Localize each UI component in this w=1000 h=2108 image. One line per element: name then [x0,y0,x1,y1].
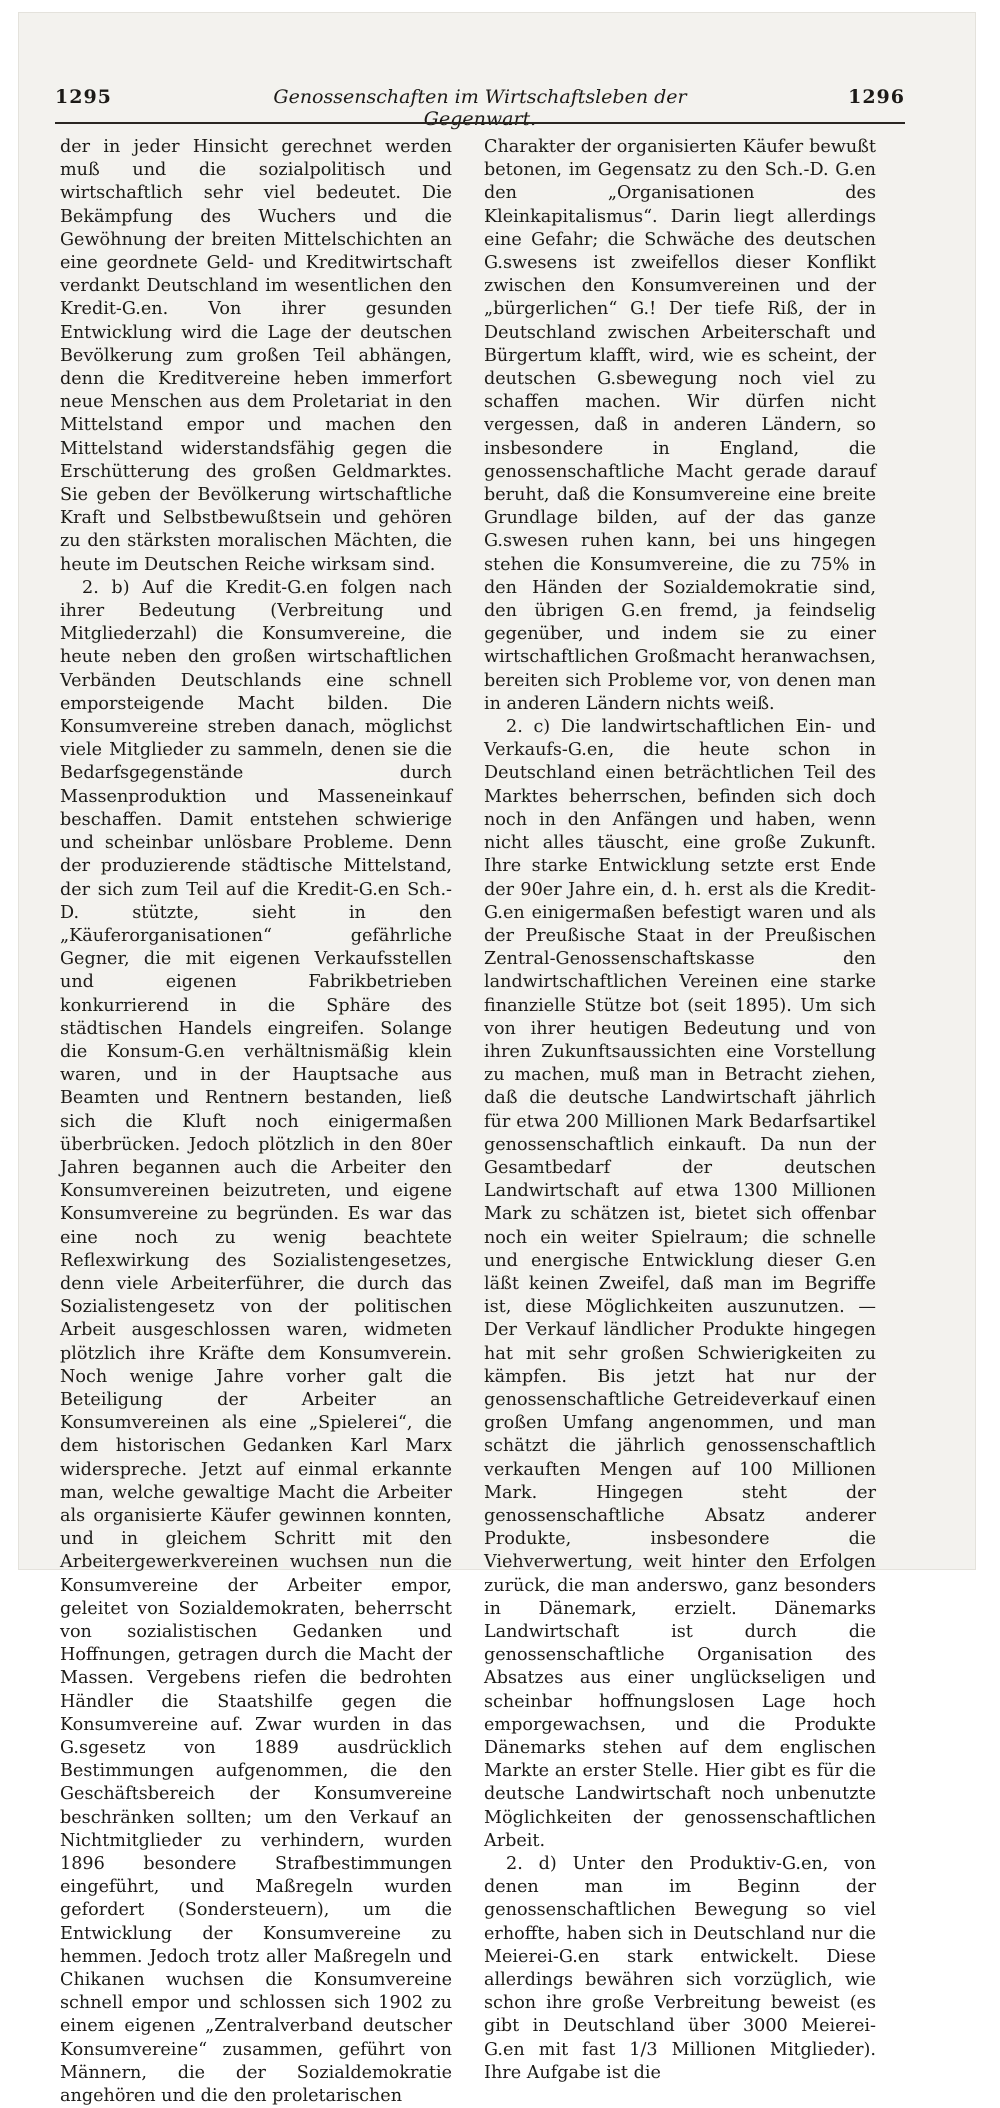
running-title: Genossenschaften im Wirtschaftsleben der Gegenwart. [273,86,687,130]
right-column [484,136,876,2083]
paragraph: 2. c) Die landwirtschaftlichen Ein- und Verkaufs-G.en, die heute schon in Deutschland einen beträchtlichen Teil des Marktes beherrschen, befinden sich doch noch in den Anfängen und haben, wenn nicht alles täuscht, eine große Zukunft. Ihre starke Entwicklung setzte erst Ende der 90er Jahre ein, d. h. erst als die Kredit-G.en einigermaßen befestigt waren und als der Preußische Staat in der Preußischen Zentral-Genossenschaftskasse den landwirtschaftlichen Vereinen eine starke finanzielle Stütze bot (seit 1895). Um sich von ihrer heutigen Bedeutung und von ihren Zukunftsaussichten eine Vorstellung zu machen, muß man in Betracht ziehen, daß die deutsche Landwirtschaft jährlich für etwa 200 Millionen Mark Bedarfsartikel genossenschaftlich einkauft. Da nun der Gesamtbedarf der deutschen Landwirtschaft auf etwa 1300 Millionen Mark zu schätzen ist, bietet sich offenbar noch ein weiter Spielraum; die schnelle und energische Entwicklung dieser G.en läßt keinen Zweifel, daß man im Begriffe ist, diese Möglichkeiten auszunutzen. — Der Verkauf ländlicher Produkte hingegen hat mit sehr großen Schwierigkeiten zu kämpfen. Bis jetzt hat nur der genossenschaftliche Getreideverkauf einen großen Umfang angenommen, und man schätzt die jährlich genossenschaftlich verkauften Mengen auf 100 Millionen Mark. Hingegen steht der genossenschaftliche Absatz anderer Produkte, insbesondere die Viehverwertung, weit hinter den Erfolgen zurück, die man anderswo, ganz besonders in Dänemark, erzielt. Dänemarks Landwirtschaft ist durch die genossenschaftliche Organisation des Absatzes aus einer unglückseligen und scheinbar hoffnungslosen Lage hoch emporgewachsen, und die Produkte Dänemarks stehen auf dem englischen Markte an erster Stelle. Hier gibt es für die deutsche Landwirtschaft noch unbenutzte Möglichkeiten der genossenschaftlichen Arbeit. [484,717,876,1851]
paragraph: 2. b) Auf die Kredit-G.en folgen nach ihrer Bedeutung (Verbreitung und Mitgliederzahl) die Konsumvereine, die heute neben den großen wirtschaftlichen Verbänden Deutschlands eine schnell emporsteigende Macht bilden. Die Konsumvereine streben danach, möglichst viele Mitglieder zu sammeln, denen sie die Bedarfsgegenstände durch Massenproduktion und Masseneinkauf beschaffen. Damit entstehen schwierige und scheinbar unlösbare Probleme. Denn der produzierende städtische Mittelstand, der sich zum Teil auf die Kredit-G.en Sch.-D. stützte, sieht in den „Käuferorganisationen“ gefährliche Gegner, die mit eigenen Verkaufsstellen und eigenen Fabrikbetrieben konkurrierend in die Sphäre des städtischen Handels eingreifen. Solange die Konsum-G.en verhältnismäßig klein waren, und in der Hauptsache aus Beamten und Rentnern bestanden, ließ sich die Kluft noch einigermaßen überbrücken. Jedoch plötzlich in den 80er Jahren begannen auch die Arbeiter den Konsumvereinen beizutreten, und eigene Konsumvereine zu begründen. Es war das eine noch zu wenig beachtete Reflexwirkung des Sozialistengesetzes, denn viele Arbeiterführer, die durch das Sozialistengesetz von der politischen Arbeit ausgeschlossen waren, widmeten plötzlich ihre Kräfte dem Konsumverein. Noch wenige Jahre vorher galt die Beteiligung der Arbeiter an Konsumvereinen als eine „Spielerei“, die dem historischen Gedanken Karl Marx widerspreche. Jetzt auf einmal erkannte man, welche gewaltige Macht die Arbeiter als organisierte Käufer gewinnen konnten, und in gleichem Schritt mit den Arbeitergewerkvereinen wuchsen nun die Konsumvereine der Arbeiter empor, geleitet von Sozialdemokraten, beherrscht von sozialistischen Gedanken und Hoffnungen, getragen durch die Macht der Massen. Vergebens riefen die bedrohten Händler die Staatshilfe gegen die Konsumvereine auf. Zwar wurden in das G.sgesetz von 1889 ausdrücklich Bestimmungen aufgenommen, die den Geschäftsbereich der Konsumvereine beschränken sollten; um den Verkauf an Nichtmitglieder zu verhindern, wurden 1896 besondere Strafbestimmungen eingeführt, und Maßregeln wurden gefordert (Sondersteuern), um die Entwicklung der Konsumvereine zu hemmen. Jedoch trotz aller Maßregeln und Chikanen wuchsen die Konsumvereine schnell empor und schlossen sich 1902 zu einem eigenen „Zentralverband deutscher Konsumvereine“ zusammen, geführt von Männern, die der Sozialdemokratie angehören und die den proletarischen [60,577,452,2107]
paragraph: 2. d) Unter den Produktiv-G.en, von denen man im Beginn der genossenschaftlichen Bewegung so viel erhoffte, haben sich in Deutschland nur die Meierei-G.en stark entwickelt. Diese allerdings bewähren sich vorzüglich, wie schon ihre große Verbreitung beweist (es gibt in Deutschland über 3000 Meierei-G.en mit fast 1/3 Millionen Mitglieder). Ihre Aufgabe ist die [484,1854,876,2083]
page-number-left: 1295 [55,86,112,108]
paragraph: der in jeder Hinsicht gerechnet werden muß und die sozialpolitisch und wirtschaftlich sehr viel bedeutet. Die Bekämpfung des Wuchers und die Gewöhnung der breiten Mittelschichten an eine geordnete Geld- und Kreditwirtschaft verdankt Deutschland im wesentlichen den Kredit-G.en. Von ihrer gesunden Entwicklung wird die Lage der deutschen Bevölkerung zum großen Teil abhängen, denn die Kreditvereine heben immerfort neue Menschen aus dem Proletariat in den Mittelstand empor und machen den Mittelstand widerstandsfähig gegen die Erschütterung des großen Geldmarktes. Sie geben der Bevölkerung wirtschaftliche Kraft und Selbstbewußtsein und gehören zu den stärksten moralischen Mächten, die heute im Deutschen Reiche wirksam sind. [60,137,452,575]
paragraph: Charakter der organisierten Käufer bewußt betonen, im Gegensatz zu den Sch.-D. G.en den „Organisationen des Kleinkapitalismus“. Darin liegt allerdings eine Gefahr; die Schwäche des deutschen G.swesens ist zweifellos dieser Konflikt zwischen den Konsumvereinen und der „bürgerlichen“ G.! Der tiefe Riß, der in Deutschland zwischen Arbeiterschaft und Bürgertum klafft, wird, wie es scheint, der deutschen G.sbewegung noch viel zu schaffen machen. Wir dürfen nicht vergessen, daß in anderen Ländern, so insbesondere in England, die genossenschaftliche Macht gerade darauf beruht, daß die Konsumvereine eine breite Grundlage bilden, auf der das ganze G.swesen ruhen kann, bei uns hingegen stehen die Konsumvereine, die zu 75% in den Händen der Sozialdemokratie sind, den übrigen G.en fremd, ja feindselig gegenüber, und indem sie zu einer wirtschaftlichen Großmacht heranwachsen, bereiten sich Probleme vor, von denen man in anderen Ländern nichts weiß. [484,137,876,714]
page-number-right: 1296 [848,86,905,108]
page-header [55,86,905,130]
header-rule [55,122,905,124]
left-column [60,136,452,2107]
